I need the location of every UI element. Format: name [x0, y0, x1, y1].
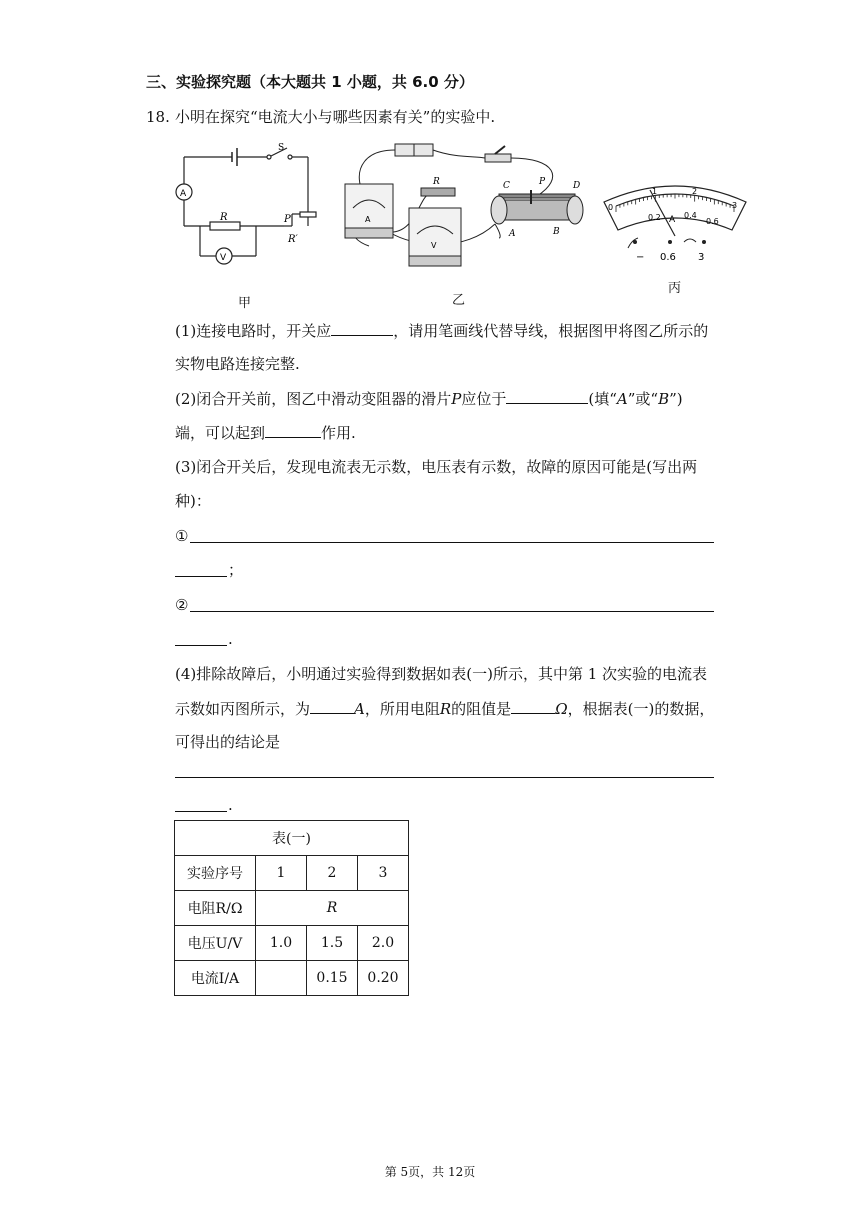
label-voltmeter: V [220, 253, 227, 263]
part-2-line-1: (2)闭合开关前，图乙中滑动变阻器的滑片P应位于 (填“A”或“B”) [175, 390, 683, 408]
row-label-voltage: 电压U/V [175, 926, 256, 961]
part-2-line-2: 端，可以起到 作用. [175, 424, 356, 442]
table-row [175, 891, 409, 926]
part-3-line-1: (3)闭合开关后，发现电流表无示数，电压表有示数，故障的原因可能是(写出两 [175, 458, 698, 476]
label-s: S [278, 143, 285, 153]
answer-2-marker: ② [175, 596, 189, 614]
row-label-seq: 实验序号 [175, 856, 256, 891]
row-label-current: 电流I/A [175, 961, 256, 996]
table-row [175, 961, 409, 996]
dial-small-tick-06: 0.6 [706, 217, 719, 226]
row-label-resistance: 电阻R/Ω [175, 891, 256, 926]
label-r: R [220, 212, 228, 223]
seq-2: 2 [307, 856, 358, 891]
yi-r-label: R [433, 177, 440, 187]
terminal-3: 3 [698, 252, 705, 263]
figure-bing-label: 丙 [668, 281, 682, 296]
answer-2-period: . [228, 630, 233, 648]
ammeter-dial-bing [600, 176, 750, 268]
current-3: 0.20 [358, 961, 409, 996]
conclusion-line-2[interactable] [175, 811, 227, 812]
part-1-line-1: (1)连接电路时，开关应 ，请用笔画线代替导线，根据图甲将图乙所示的 [175, 322, 709, 340]
conclusion-period: . [228, 796, 233, 814]
answer-1-semicolon: ； [228, 561, 244, 579]
yi-b-label: B [553, 227, 560, 237]
dial-tick-0: 0 [608, 203, 614, 212]
blank-slider-end[interactable] [506, 388, 588, 404]
table-row [175, 856, 409, 891]
voltage-3: 2.0 [358, 926, 409, 961]
yi-d-label: D [573, 181, 581, 191]
real-circuit-yi [325, 138, 593, 278]
part-4-line-3: 可得出的结论是 [175, 733, 281, 751]
question-stem: 小明在探究“电流大小与哪些因素有关”的实验中. [175, 108, 496, 126]
voltage-1: 1.0 [256, 926, 307, 961]
section-title: 三、实验探究题（本大题共 1 小题，共 6.0 分） [146, 73, 474, 91]
seq-3: 3 [358, 856, 409, 891]
circuit-diagram-jia [172, 142, 322, 272]
part-1-line-2: 实物电路连接完整. [175, 355, 300, 373]
page-footer: 第 5页，共 12页 [384, 1165, 476, 1179]
blank-resistance[interactable] [511, 698, 555, 714]
label-ammeter: A [180, 189, 187, 199]
part-3-line-2: 种)： [175, 492, 211, 510]
yi-voltmeter-label: V [431, 241, 437, 250]
dial-unit: A [669, 215, 676, 225]
yi-ammeter-label: A [365, 215, 371, 224]
dial-tick-3: 3 [732, 201, 738, 210]
seq-1: 1 [256, 856, 307, 891]
current-2: 0.15 [307, 961, 358, 996]
blank-switch[interactable] [331, 320, 393, 336]
part-4-line-2: 示数如丙图所示，为 A，所用电阻R的阻值是 Ω，根据表(一)的数据， [175, 700, 715, 718]
label-r-prime: R′ [288, 234, 298, 245]
resistance-value: R [256, 891, 409, 926]
conclusion-line[interactable] [175, 777, 714, 778]
voltage-2: 1.5 [307, 926, 358, 961]
yi-p-label: P [539, 177, 546, 187]
table-row [175, 926, 409, 961]
terminal-negative: − [636, 252, 645, 263]
figure-jia-label: 甲 [238, 296, 252, 311]
dial-tick-1: 1 [652, 187, 658, 196]
answer-2-line-2[interactable] [175, 645, 227, 646]
question-number: 18. [146, 108, 170, 126]
dial-small-tick-02: 0.2 [648, 213, 661, 222]
figure-yi-label: 乙 [452, 293, 466, 308]
answer-1-marker: ① [175, 527, 189, 545]
answer-1-line[interactable] [190, 542, 714, 543]
dial-small-tick-04: 0.4 [684, 211, 697, 220]
label-p: P [284, 214, 291, 225]
dial-tick-2: 2 [692, 187, 698, 196]
terminal-06: 0.6 [660, 252, 676, 263]
table-title: 表(一) [175, 821, 409, 856]
answer-1-line-2[interactable] [175, 576, 227, 577]
current-1[interactable] [256, 961, 307, 996]
blank-function[interactable] [265, 422, 321, 438]
answer-2-line[interactable] [190, 611, 714, 612]
yi-a-label: A [509, 229, 516, 239]
part-4-line-1: (4)排除故障后，小明通过实验得到数据如表(一)所示，其中第 1 次实验的电流表 [175, 665, 708, 683]
data-table [174, 820, 409, 996]
yi-c-label: C [503, 181, 510, 191]
blank-current[interactable] [310, 698, 354, 714]
